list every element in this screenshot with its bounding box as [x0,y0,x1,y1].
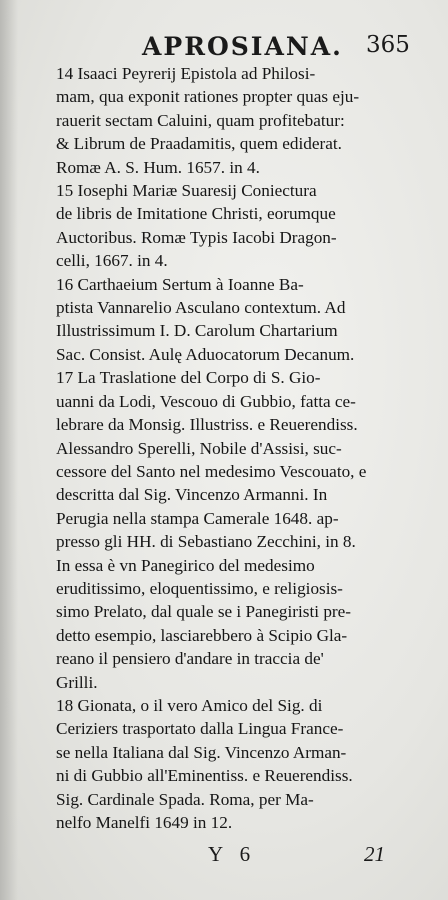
running-title: APROSIANA. [142,32,343,61]
text-line: 17 La Traslatione del Corpo di S. Gio- [56,368,321,388]
text-line: Auctoribus. Romæ Typis Iacobi Dragon- [56,227,337,247]
text-line: presso gli HH. di Sebastiano Zecchini, in 8. [56,532,356,552]
catalog-entries [56,62,434,834]
text-line: lebrare da Monsig. Illustriss. e Reuerendiss. [56,415,358,435]
text-line: Illustrissimum I. D. Carolum Chartarium [56,321,338,341]
text-line: Romæ A. S. Hum. 1657. in 4. [56,157,260,177]
text-line: 16 Carthaeium Sertum à Ioanne Ba- [56,274,304,294]
text-line: 15 Iosephi Mariæ Suaresij Coniectura [56,181,317,201]
gutter-shadow [0,0,18,900]
text-line: cessore del Santo nel medesimo Vescouato, e [56,461,367,481]
text-line: simo Prelato, dal quale se i Panegiristi pre- [56,602,351,622]
text-line: & Librum de Praadamitis, quem ediderat. [56,134,342,154]
text-line: 18 Gionata, o il vero Amico del Sig. di [56,695,323,715]
text-line: rauerit sectam Caluini, quam profitebatur: [56,110,345,130]
text-line: ni di Gubbio all'Eminentiss. e Reuerendiss. [56,766,353,786]
text-line: Ceriziers trasportato dalla Lingua France- [56,719,344,739]
text-line: Perugia nella stampa Camerale 1648. ap- [56,508,339,528]
text-line: uanni da Lodi, Vescouo di Gubbio, fatta ce- [56,391,356,411]
text-line: celli, 1667. in 4. [56,251,168,271]
text-line: In essa è vn Panegirico del medesimo [56,555,315,575]
text-line: se nella Italiana dal Sig. Vincenzo Arman- [56,742,347,762]
text-line: de libris de Imitatione Christi, eorumque [56,204,336,224]
page-number: 365 [366,32,410,58]
text-line: descritta dal Sig. Vincenzo Armanni. In [56,485,328,505]
text-line: ptista Vannarelio Asculano contextum. Ad [56,298,346,318]
text-line: reano il pensiero d'andare in traccia de' [56,649,324,669]
text-line: detto esempio, lasciarebbero à Scipio Gla- [56,625,348,645]
catchword: 21 [364,842,385,866]
text-line: 14 Isaaci Peyrerij Epistola ad Philosi- [56,64,316,83]
signature-mark: Y 6 [208,842,257,866]
text-line: Grilli. [56,672,98,692]
text-line: mam, qua exponit rationes propter quas eju- [56,87,360,107]
text-line: Alessandro Sperelli, Nobile d'Assisi, suc- [56,438,342,458]
text-line: nelfo Manelfi 1649 in 12. [56,813,233,832]
text-line: eruditissimo, eloquentissimo, e religiosis- [56,578,343,598]
text-line: Sig. Cardinale Spada. Roma, per Ma- [56,789,314,809]
text-line: Sac. Consist. Aulę Aduocatorum Decanum. [56,344,355,364]
page-footer [0,842,448,872]
page-header [0,30,448,64]
